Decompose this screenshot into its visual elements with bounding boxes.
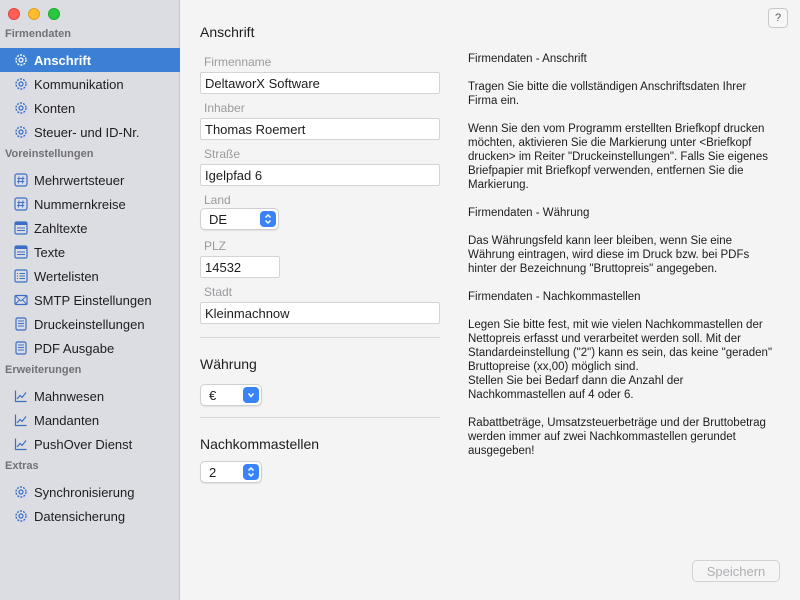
help-paragraph: Legen Sie bitte fest, mit wie vielen Nachkommastellen der Nettopreis erfasst und verarbeitet werden soll. Mit der Standardeinstellung ("2") kann es sein, das keine "geraden" Bruttopreise (xx,00) möglich sind. — [468, 319, 773, 373]
inhaber-field[interactable]: Thomas Roemert — [200, 118, 440, 140]
strasse-field[interactable]: Igelpfad 6 — [200, 164, 440, 186]
plz-label: PLZ — [204, 239, 227, 253]
gear-icon — [14, 101, 28, 115]
sidebar-item-label: Datensicherung — [34, 508, 126, 524]
sidebar-item-druckeinstellungen[interactable] — [0, 312, 180, 336]
help-text — [468, 52, 778, 472]
waehrung-value: € — [209, 388, 217, 403]
stadt-label: Stadt — [204, 285, 233, 299]
chevron-updown-icon — [260, 211, 276, 227]
window-controls — [8, 8, 60, 20]
help-paragraph: Wenn Sie den vom Programm erstellten Briefkopf drucken möchten, aktivieren Sie die Markierung unter <Briefkopf drucken> im Reiter "Druckeinstellungen". Falls Sie eigenes Briefpapier mit Briefkopf verwenden, entfernen Sie die Markierung. — [468, 123, 768, 191]
chart-icon — [14, 389, 28, 403]
sidebar-item-pushover[interactable] — [0, 432, 180, 456]
land-label: Land — [204, 193, 231, 207]
nachkommastellen-heading: Nachkommastellen — [200, 436, 320, 452]
sidebar-item-wertelisten[interactable] — [0, 264, 180, 288]
page-title: Anschrift — [200, 24, 255, 40]
sidebar-item-kommunikation[interactable] — [0, 72, 180, 96]
sidebar-item-datensicherung[interactable] — [0, 504, 180, 528]
nachkommastellen-value: 2 — [209, 465, 217, 480]
text-list-icon — [14, 245, 28, 259]
sidebar-item-label: Mehrwertsteuer — [34, 172, 125, 188]
sidebar-item-smtp[interactable] — [0, 288, 180, 312]
close-window-button[interactable] — [8, 8, 20, 20]
gear-icon — [14, 509, 28, 523]
sidebar-item-label: SMTP Einstellungen — [34, 292, 152, 308]
sidebar-item-label: Druckeinstellungen — [34, 316, 145, 332]
sidebar-item-anschrift[interactable] — [0, 48, 180, 72]
sidebar-item-konten[interactable] — [0, 96, 180, 120]
sidebar-section-erweiterungen: Erweiterungen — [5, 364, 82, 376]
sidebar-item-mehrwertsteuer[interactable] — [0, 168, 180, 192]
help-heading-anschrift: Firmendaten - Anschrift — [468, 53, 587, 65]
sidebar-item-label: Wertelisten — [34, 268, 99, 284]
chart-icon — [14, 437, 28, 451]
divider — [200, 337, 440, 338]
nachkommastellen-select[interactable] — [200, 461, 262, 483]
waehrung-select[interactable] — [200, 384, 262, 406]
sidebar-item-steuer-id[interactable] — [0, 120, 180, 144]
sidebar-item-label: Nummernkreise — [34, 196, 126, 212]
hash-icon — [14, 173, 28, 187]
divider — [200, 417, 440, 418]
firmenname-field[interactable]: DeltaworX Software — [200, 72, 440, 94]
sidebar-item-label: Texte — [34, 244, 66, 260]
zoom-window-button[interactable] — [48, 8, 60, 20]
stadt-field[interactable]: Kleinmachnow — [200, 302, 440, 324]
sidebar-section-extras: Extras — [5, 460, 39, 472]
sidebar-item-nummernkreise[interactable] — [0, 192, 180, 216]
help-heading-waehrung: Firmendaten - Währung — [468, 207, 590, 219]
sidebar-item-label: Mahnwesen — [34, 388, 105, 404]
inhaber-label: Inhaber — [204, 101, 245, 115]
chart-icon — [14, 413, 28, 427]
sidebar-item-label: Zahltexte — [34, 220, 88, 236]
help-paragraph: Rabattbeträge, Umsatzsteuerbeträge und der Bruttobetrag werden immer auf zwei Nachkommastellen gerundet ausgegeben! — [468, 417, 766, 457]
chevron-updown-icon — [243, 464, 259, 480]
sidebar-item-mahnwesen[interactable] — [0, 384, 180, 408]
sidebar — [0, 0, 180, 600]
sidebar-item-label: PDF Ausgabe — [34, 340, 115, 356]
help-paragraph: Tragen Sie bitte die vollständigen Anschriftsdaten Ihrer Firma ein. — [468, 81, 747, 107]
sidebar-item-pdf-ausgabe[interactable] — [0, 336, 180, 360]
minimize-window-button[interactable] — [28, 8, 40, 20]
sidebar-item-zahltexte[interactable] — [0, 216, 180, 240]
sidebar-item-synchronisierung[interactable] — [0, 480, 180, 504]
firmenname-label: Firmenname — [204, 55, 272, 69]
sidebar-section-voreinstellungen: Voreinstellungen — [5, 148, 94, 160]
land-value: DE — [209, 212, 228, 227]
sidebar-item-texte[interactable] — [0, 240, 180, 264]
hash-icon — [14, 197, 28, 211]
sidebar-item-label: Steuer- und ID-Nr. — [34, 124, 140, 140]
waehrung-heading: Währung — [200, 356, 257, 372]
sidebar-item-label: Synchronisierung — [34, 484, 135, 500]
land-select[interactable] — [200, 208, 279, 230]
gear-icon — [14, 125, 28, 139]
help-paragraph: Stellen Sie bei Bedarf dann die Anzahl der Nachkommastellen auf 4 oder 6. — [468, 375, 684, 401]
list-icon — [14, 269, 28, 283]
gear-icon — [14, 485, 28, 499]
sidebar-item-label: Konten — [34, 100, 76, 116]
sidebar-item-label: Anschrift — [34, 52, 92, 68]
save-button[interactable]: Speichern — [692, 560, 780, 582]
envelope-icon — [14, 293, 28, 307]
strasse-label: Straße — [204, 147, 241, 161]
document-icon — [14, 341, 28, 355]
gear-icon — [14, 77, 28, 91]
text-list-icon — [14, 221, 28, 235]
sidebar-item-mandanten[interactable] — [0, 408, 180, 432]
help-heading-nachkommastellen: Firmendaten - Nachkommastellen — [468, 291, 641, 303]
plz-field[interactable]: 14532 — [200, 256, 280, 278]
help-paragraph: Das Währungsfeld kann leer bleiben, wenn Sie eine Währung eintragen, wird diese im Druck bzw. bei PDFs hinter der Bezeichnung "Bruttopreis" angegeben. — [468, 235, 750, 275]
document-icon — [14, 317, 28, 331]
chevron-down-icon — [243, 387, 259, 403]
gear-icon — [14, 53, 28, 67]
sidebar-item-label: PushOver Dienst — [34, 436, 133, 452]
sidebar-item-label: Kommunikation — [34, 76, 124, 92]
help-button[interactable]: ? — [768, 8, 788, 28]
sidebar-item-label: Mandanten — [34, 412, 100, 428]
sidebar-section-firmendaten: Firmendaten — [5, 28, 72, 40]
